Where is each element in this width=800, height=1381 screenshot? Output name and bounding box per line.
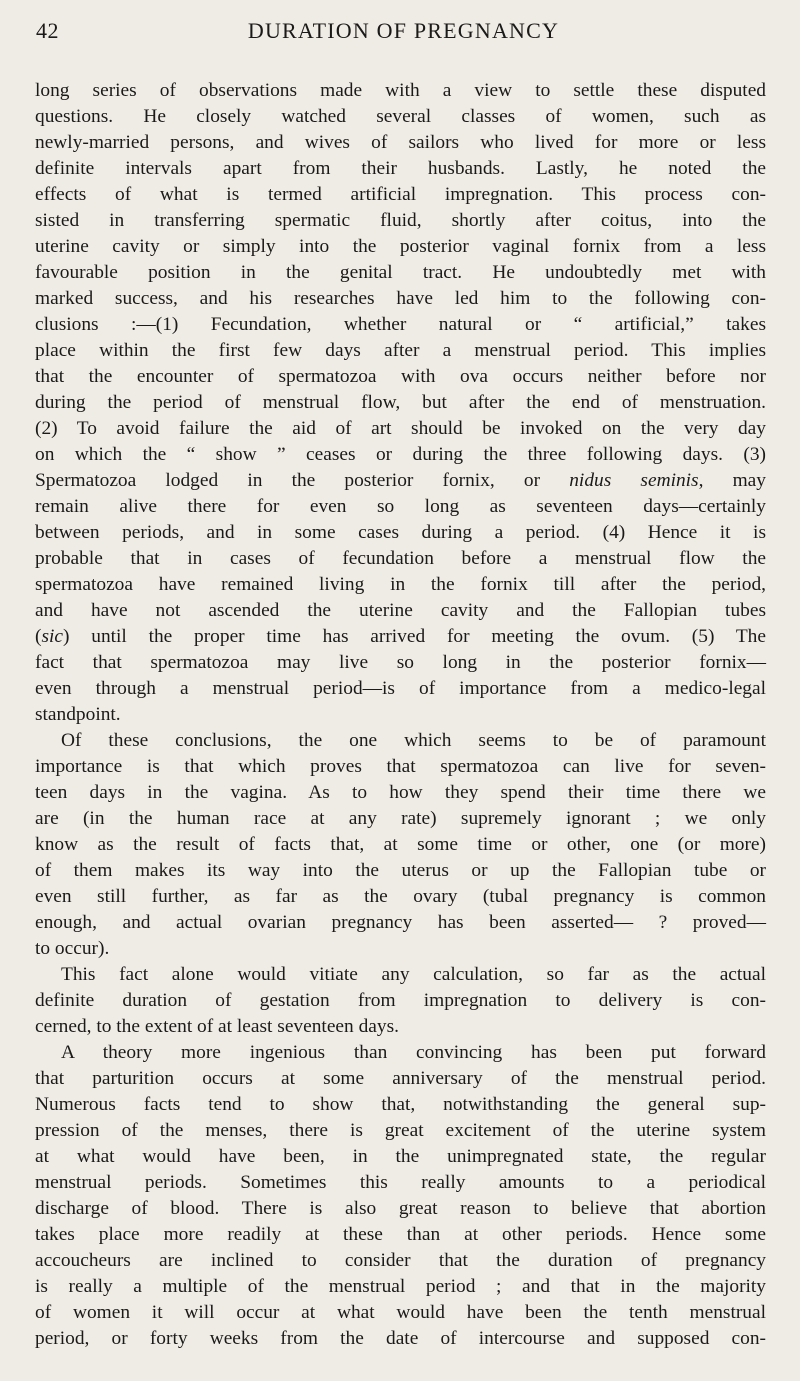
paragraph: [35, 1040, 766, 1352]
text-line: uterine cavity or simply into the posterior vaginal fornix from a less: [35, 236, 766, 257]
text-line: between periods, and in some cases during a period. (4) Hence it is: [35, 522, 766, 543]
text-line: remain alive there for even so long as seventeen days—certainly: [35, 496, 766, 517]
running-title: DURATION OF PREGNANCY: [247, 18, 560, 43]
text-line: at what would have been, in the unimpregnated state, the regular: [35, 1146, 766, 1167]
running-head: [36, 18, 771, 52]
page-number: 42: [36, 18, 59, 43]
text-line: are (in the human race at any rate) supremely ignorant ; we only: [35, 808, 766, 829]
text-line: takes place more readily at these than at other periods. Hence some: [35, 1224, 766, 1245]
text-line: menstrual periods. Sometimes this really amounts to a periodical: [35, 1172, 766, 1193]
text-line: effects of what is termed artificial impregnation. This process con-: [35, 184, 766, 205]
paragraph: [35, 962, 766, 1040]
text-line: This fact alone would vitiate any calculation, so far as the actual: [61, 964, 766, 985]
text-line: pression of the menses, there is great excitement of the uterine system: [35, 1120, 766, 1141]
text-line: fact that spermatozoa may live so long in the posterior fornix—: [35, 652, 766, 673]
text-line: A theory more ingenious than convincing has been put forward: [61, 1042, 766, 1063]
text-line: (2) To avoid failure the aid of art should be invoked on the very day: [35, 418, 766, 439]
text-line: on which the “ show ” ceases or during the three following days. (3): [35, 444, 766, 465]
latin-term: nidus seminis: [569, 470, 699, 491]
text-line: even through a menstrual period—is of importance from a medico-legal: [35, 678, 766, 699]
latin-term: sic: [41, 626, 64, 647]
text-line: that the encounter of spermatozoa with ova occurs neither before nor: [35, 366, 766, 387]
text-line: sisted in transferring spermatic fluid, shortly after coitus, into the: [35, 210, 766, 231]
paragraph: [35, 728, 766, 962]
text-line: Numerous facts tend to show that, notwithstanding the general sup-: [35, 1094, 766, 1115]
paragraph: [35, 78, 766, 728]
text-line: to occur).: [35, 938, 110, 959]
text-line: teen days in the vagina. As to how they spend their time there we: [35, 782, 766, 803]
text-line: clusions :—(1) Fecundation, whether natural or “ artificial,” takes: [35, 314, 766, 335]
text-line: (sic) until the proper time has arrived for meeting the ovum. (5) The: [35, 626, 766, 647]
text-line: accoucheurs are inclined to consider that the duration of pregnancy: [35, 1250, 766, 1271]
text-line: standpoint.: [35, 704, 121, 725]
text-line: is really a multiple of the menstrual period ; and that in the majority: [35, 1276, 766, 1297]
text-line: questions. He closely watched several classes of women, such as: [35, 106, 766, 127]
text-line: and have not ascended the uterine cavity and the Fallopian tubes: [35, 600, 766, 621]
text-line: discharge of blood. There is also great reason to believe that abortion: [35, 1198, 766, 1219]
text-line: favourable position in the genital tract. He undoubtedly met with: [35, 262, 766, 283]
text-line: long series of observations made with a view to settle these disputed: [35, 80, 766, 101]
text-line: definite intervals apart from their husbands. Lastly, he noted the: [35, 158, 766, 179]
body-text: [35, 78, 766, 1352]
text-line: place within the first few days after a menstrual period. This implies: [35, 340, 766, 361]
text-line: importance is that which proves that spermatozoa can live for seven-: [35, 756, 766, 777]
text-line: of women it will occur at what would have been the tenth menstrual: [35, 1302, 766, 1323]
text-line: spermatozoa have remained living in the fornix till after the period,: [35, 574, 766, 595]
text-line: Of these conclusions, the one which seems to be of paramount: [61, 730, 766, 751]
text-line: cerned, to the extent of at least seventeen days.: [35, 1016, 399, 1037]
text-line: that parturition occurs at some anniversary of the menstrual period.: [35, 1068, 766, 1089]
text-line: Spermatozoa lodged in the posterior fornix, or nidus seminis, may: [35, 470, 766, 491]
text-line: during the period of menstrual flow, but after the end of menstruation.: [35, 392, 766, 413]
text-line: enough, and actual ovarian pregnancy has been asserted— ? proved—: [35, 912, 766, 933]
text-line: marked success, and his researches have led him to the following con-: [35, 288, 766, 309]
text-line: of them makes its way into the uterus or up the Fallopian tube or: [35, 860, 766, 881]
text-line: definite duration of gestation from impregnation to delivery is con-: [35, 990, 766, 1011]
text-line: period, or forty weeks from the date of intercourse and supposed con-: [35, 1328, 766, 1349]
text-line: even still further, as far as the ovary (tubal pregnancy is common: [35, 886, 766, 907]
text-line: know as the result of facts that, at some time or other, one (or more): [35, 834, 766, 855]
text-line: newly-married persons, and wives of sailors who lived for more or less: [35, 132, 766, 153]
text-line: probable that in cases of fecundation before a menstrual flow the: [35, 548, 766, 569]
